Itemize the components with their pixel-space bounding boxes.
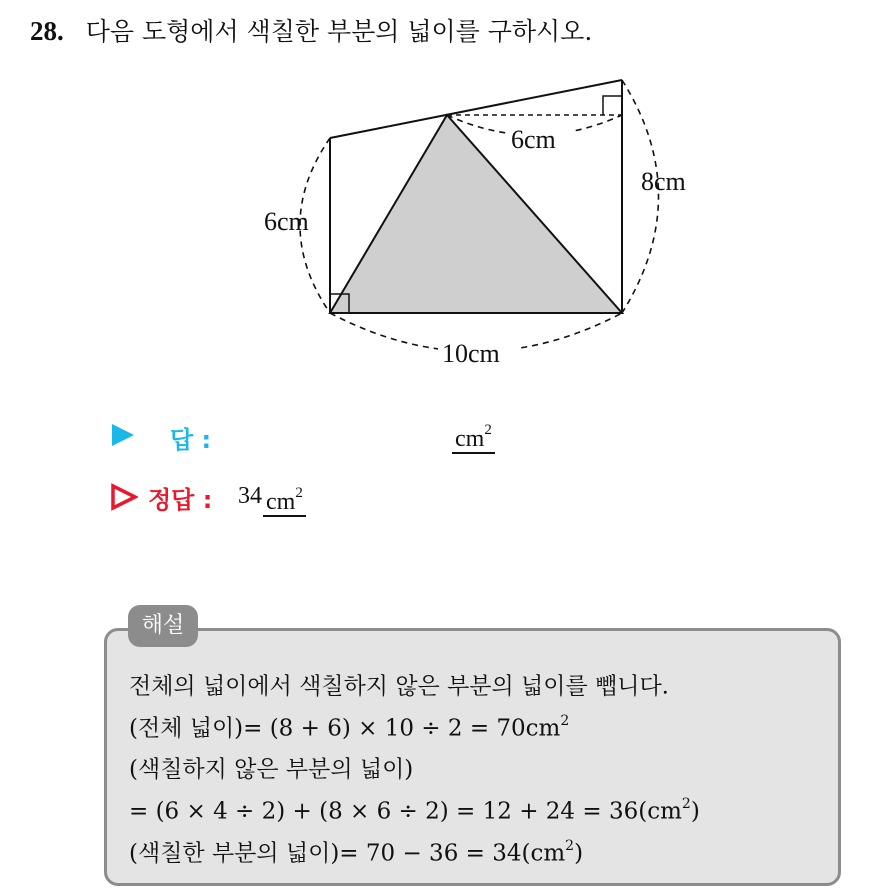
- explanation-box: [104, 628, 841, 886]
- explanation-line: 전체의 넓이에서 색칠하지 않은 부분의 넓이를 뺍니다.: [129, 673, 669, 700]
- shaded-triangle: [330, 115, 622, 313]
- answer-unit: $cm^2$: [452, 420, 495, 454]
- explanation-line: (색칠한 부분의 넓이)= $70 - 36 = 34(cm^2)$: [129, 837, 584, 867]
- question-prompt: [30, 12, 592, 48]
- right-dimension-arc: [622, 80, 659, 313]
- label-right-8cm: 8cm: [641, 167, 686, 196]
- explanation-tab: 해설: [128, 605, 198, 647]
- correct-label: 정답 :: [148, 486, 213, 514]
- correct-answer-row: [110, 480, 610, 516]
- outline-triangle-icon: [110, 483, 138, 511]
- figure-svg: [250, 60, 710, 380]
- explanation-line: (전체 넓이)= $(8 + 6) \times 10 \div 2 = 70cm^2$: [129, 712, 570, 742]
- label-left-6cm: 6cm: [264, 207, 309, 236]
- answer-row: [110, 420, 610, 454]
- explanation-line: (색칠하지 않은 부분의 넓이): [129, 756, 414, 783]
- answer-label: 답 :: [170, 426, 212, 454]
- trapezoid-figure: [250, 60, 710, 380]
- right-angle-mark-top: [603, 96, 622, 115]
- question-number: 28.: [30, 16, 64, 46]
- label-top-6cm: 6cm: [511, 125, 556, 154]
- question-text: 다음 도형에서 색칠한 부분의 넓이를 구하시오.: [85, 17, 593, 46]
- explanation-line: = $(6 \times 4 \div 2) + (8 \times 6 \div 2) = 12 + 24 = 36(cm^2)$: [129, 795, 700, 825]
- correct-unit: $cm^2$: [263, 483, 306, 517]
- label-bottom-10cm: 10cm: [442, 339, 500, 368]
- correct-value: 34: [238, 483, 262, 509]
- filled-triangle-icon: [110, 422, 136, 448]
